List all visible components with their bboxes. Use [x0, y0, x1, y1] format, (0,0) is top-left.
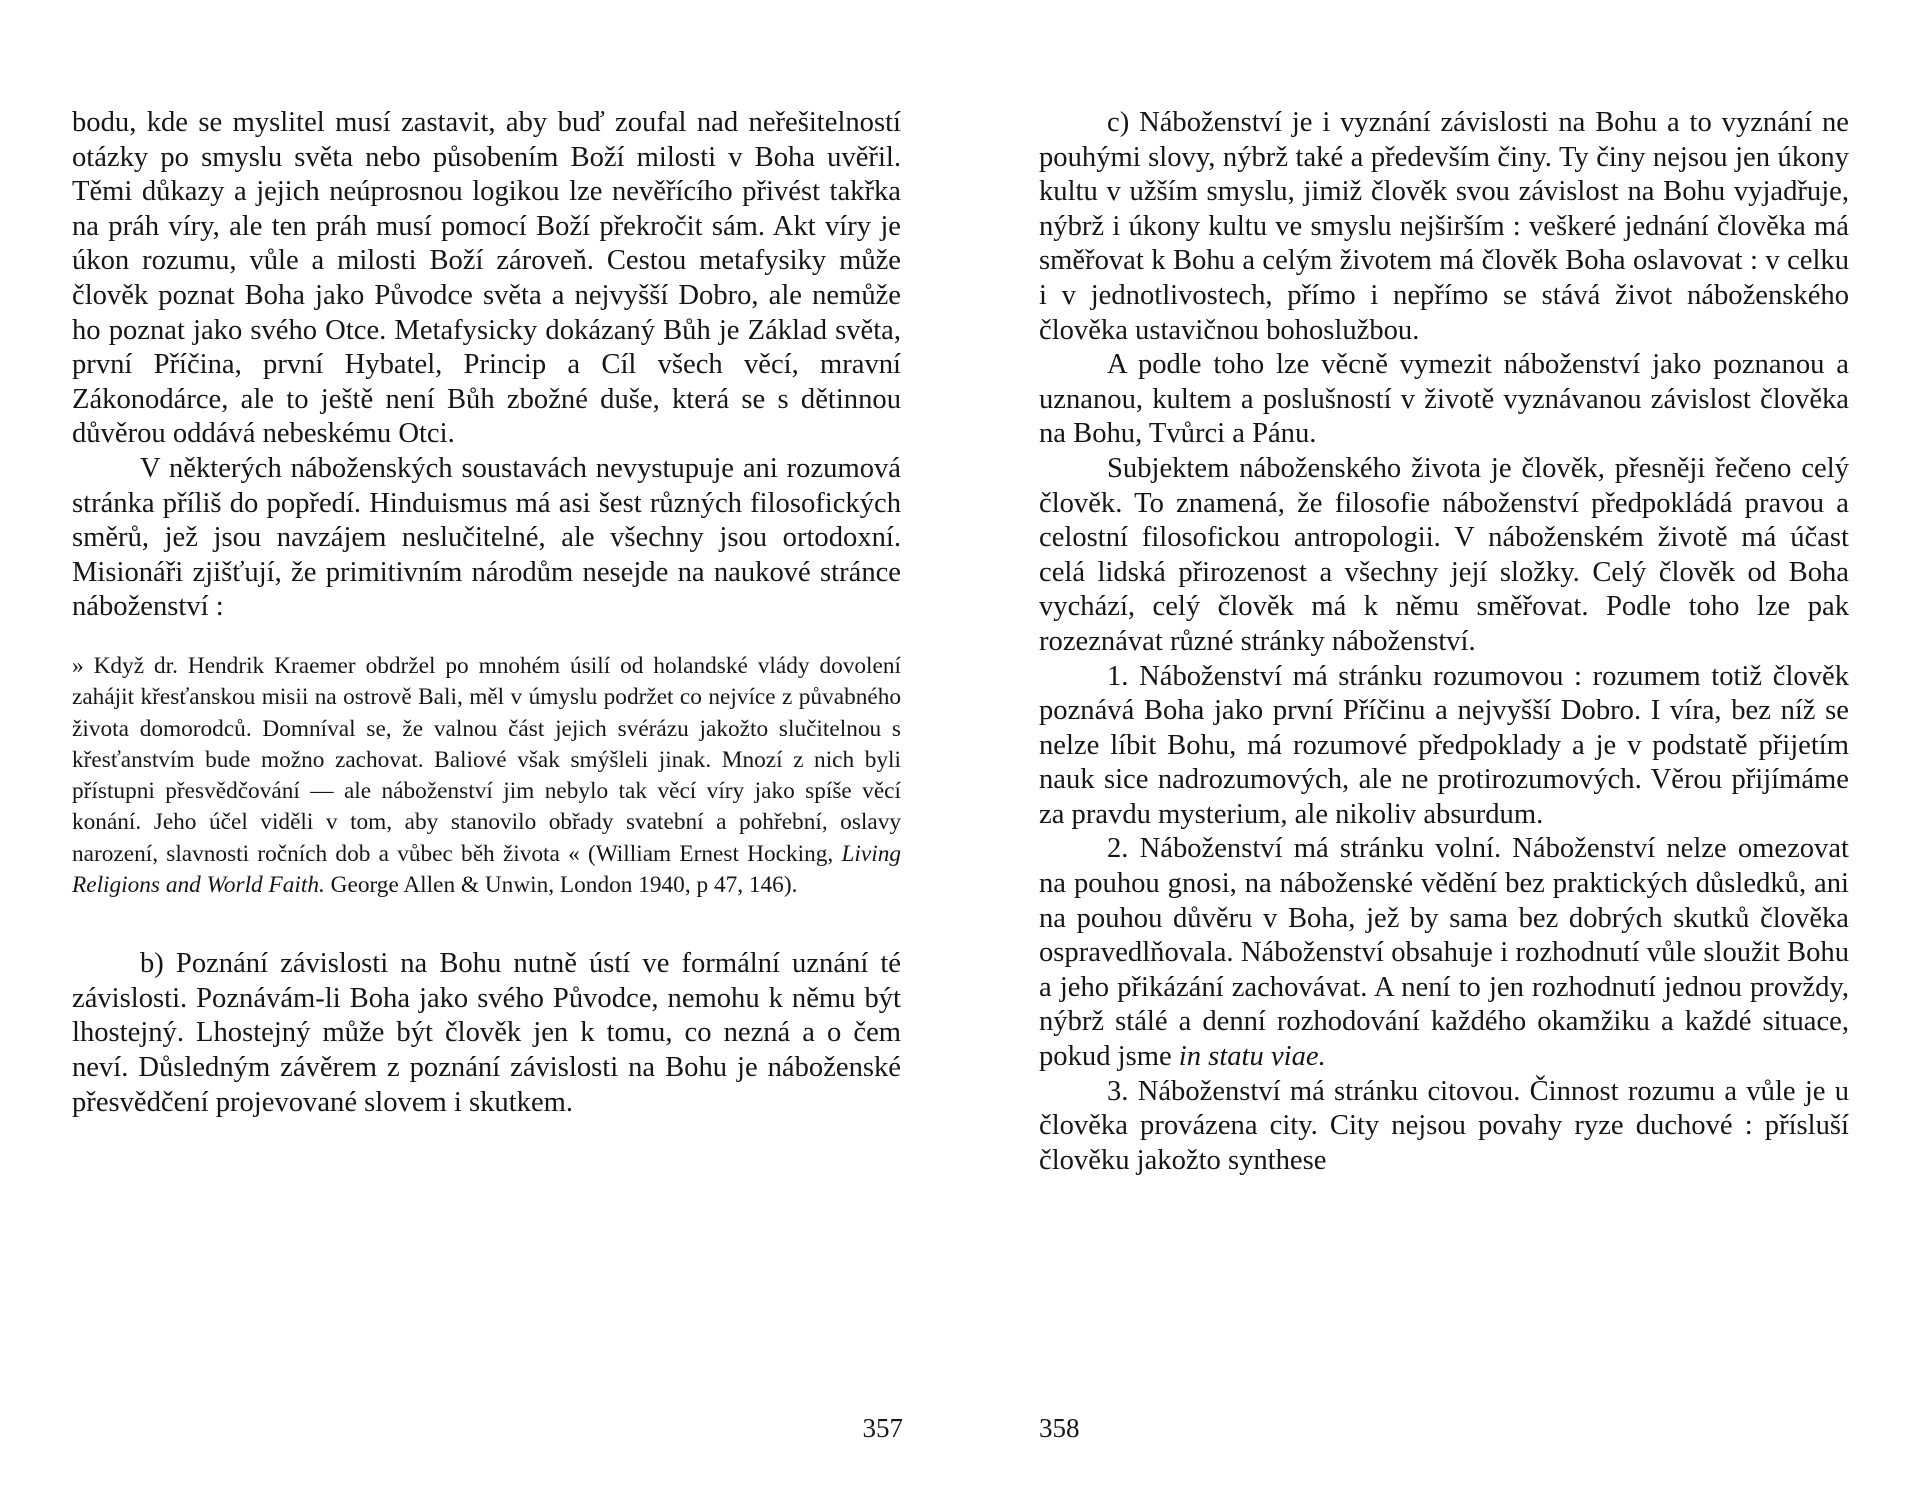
right-paragraph-1: c) Náboženství je i vyznání závislosti na Bohu a to vyznání ne pouhými slovy, nýbrž také a především činy. Ty činy nejsou jen úkony kultu v užším smyslu, jimiž člověk svou závislost na Bohu vyjadřuje, nýbrž i úkony kultu ve smyslu nejširším : veškeré jednání člověka má směřovat k Bohu a celým životem má člověk Boha oslavovat : v celku i v jednotlivostech, přímo i nepřímo se stává život náboženského člověka ustavičnou bohoslužbou. — [1039, 107, 1849, 346]
quote-body: » Když dr. Hendrik Kraemer obdržel po mnohém úsilí od holandské vlády dovolení zahájit křesťanskou misii na ostrově Bali, měl v úmyslu podržet co nejvíce z půvabného života domorodců. Domníval se, že valnou část jejich svérázu jakožto slučitelnou s křesťanstvím bude možno zachovat. Baliové však smýšleli jinak. Mnozí z nich byli přístupni přesvědčování — ale náboženství jim nebylo tak věcí víry jako spíše věcí konání. Jeho účel viděli v tom, aby stanovilo obřady svatební a pohřební, oslavy narození, slavnosti ročních dob a vůbec běh života « (William Ernest Hocking, — [72, 652, 901, 867]
left-text-column — [72, 106, 901, 1120]
right-paragraph-4: 1. Náboženství má stránku rozumovou : rozumem totiž člověk poznává Boha jako první Příčinu a nejvyšší Dobro. I víra, bez níž se nelze líbit Bohu, má rozumové předpoklady a je v podstatě přijetím nauk sice nadrozumových, ale ne protirozumových. Věrou přijímáme za pravdu mysterium, ale nikoliv absurdum. — [1039, 660, 1849, 830]
quote-text — [72, 651, 901, 901]
block-quote — [72, 651, 901, 901]
right-paragraph-2: A podle toho lze věcně vymezit náboženství jako poznanou a uznanou, kultem a poslušností v životě vyznávanou závislost člověka na Bohu, Tvůrci a Pánu. — [1039, 349, 1849, 450]
volni-text: 2. Náboženství má stránku volní. Náboženství nelze omezovat na pouhou gnosi, na náboženské vědění bez praktických důsledků, ani na pouhou důvěru v Boha, jež by sama bez dobrých skutků člověka ospravedlňovala. Náboženství obsahuje i rozhodnutí vůle sloužit Bohu a jeho přikázání zachovávat. A není to jen rozhodnutí jednou provždy, nýbrž stálé a denní rozhodování každého okamžiku a každé situace, pokud jsme — [1039, 833, 1849, 1073]
quote-publisher: George Allen & Unwin, London 1940, p 47, 146). — [330, 871, 798, 898]
right-page — [959, 0, 1918, 1500]
left-paragraph-2: V některých náboženských soustavách nevystupuje ani rozumová stránka příliš do popředí. Hinduismus má asi šest různých filosofických směrů, jež jsou navzájem neslučitelné, ale všechny jsou ortodoxní. Misionáři zjišťují, že primitivním národům nesejde na naukové stránce náboženství : — [72, 452, 901, 623]
right-text-column — [1039, 106, 1849, 1178]
quote-book-title: Living Religions and World Faith. — [72, 840, 902, 898]
volni-italic: in statu viae. — [1178, 1041, 1326, 1073]
page-number: 357 — [862, 1413, 903, 1443]
left-paragraph-3: b) Poznání závislosti na Bohu nutně ústí ve formální uznání té závislosti. Poznávám-li Boha jako svého Původce, nemohu k němu být lhostejný. Lhostejný může být člověk jen k tomu, co nezná a o čem neví. Důsledným závěrem z poznání závislosti na Bohu je náboženské přesvědčení projevované slovem i skutkem. — [72, 948, 901, 1118]
right-paragraph-5 — [1039, 832, 1849, 1074]
right-paragraph-3: Subjektem náboženského života je člověk, přesněji řečeno celý člověk. To znamená, že filosofie náboženství předpokládá pravou a celostní filosofickou antropologii. V náboženském životě má účast celá lidská přirozenost a všechny její složky. Celý člověk od Boha vychází, celý člověk má k němu směřovat. Podle toho lze pak rozeznávat různé stránky náboženství. — [1039, 452, 1849, 657]
left-paragraph-1: bodu, kde se myslitel musí zastavit, aby buď zoufal nad neřešitelností otázky po smyslu světa nebo působením Boží milosti v Boha uvěřil. Těmi důkazy a jejich neúprosnou logikou lze nevěřícího přivést takřka na práh víry, ale ten práh musí pomocí Boží překročit sám. Akt víry je úkon rozumu, vůle a milosti Boží zároveň. Cestou metafysiky může člověk poznat Boha jako Původce světa a nejvyšší Dobro, ale nemůže ho poznat jako svého Otce. Metafysicky dokázaný Bůh je Základ světa, první Příčina, první Hybatel, Princip a Cíl všech věcí, mravní Zákonodárce, ale to ještě není Bůh zbožné duše, která se s dětinnou důvěrou oddává nebeskému Otci. — [72, 107, 901, 450]
page-number: 358 — [1039, 1413, 1080, 1443]
right-paragraph-6: 3. Náboženství má stránku citovou. Činnost rozumu a vůle je u člověka provázena city. City nejsou povahy ryze duchové : přísluší člověku jakožto synthese — [1039, 1075, 1849, 1176]
